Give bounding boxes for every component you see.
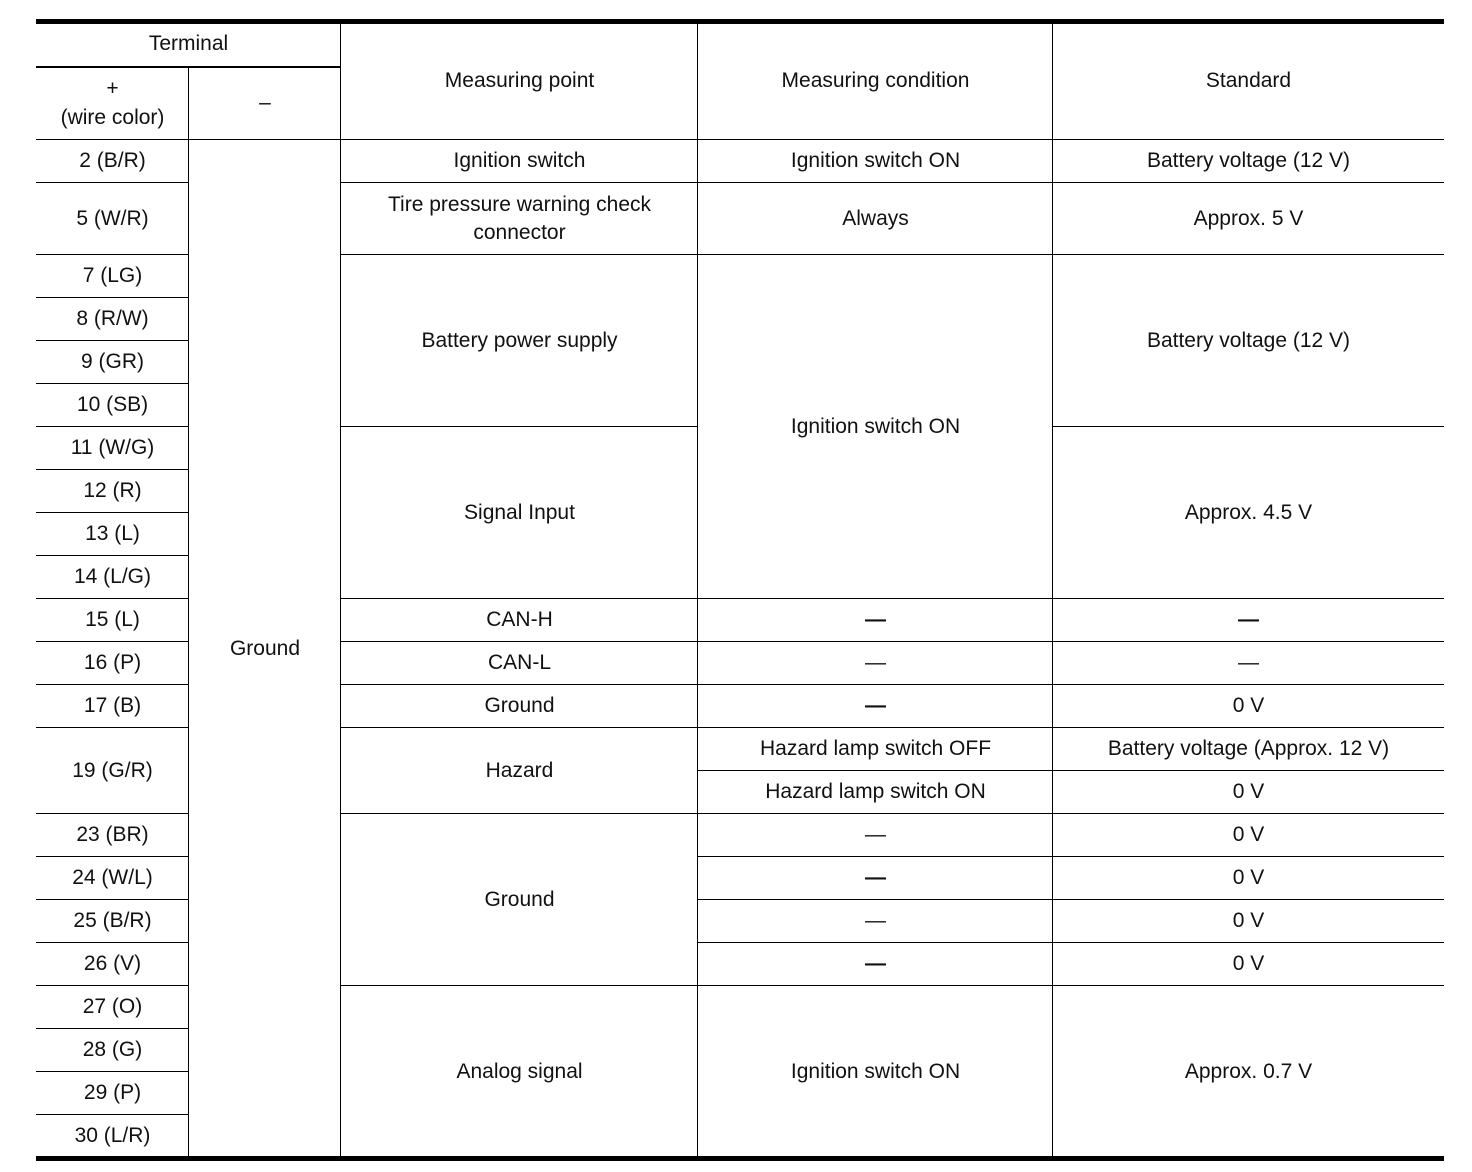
row-divider — [341, 684, 698, 685]
row-divider — [36, 899, 189, 900]
condition-cell: Hazard lamp switch OFF — [759, 737, 992, 761]
condition-cell: — — [865, 866, 886, 890]
row-divider — [36, 641, 189, 642]
row-divider — [36, 555, 189, 556]
standard-cell: 0 V — [1232, 823, 1265, 847]
row-divider — [698, 985, 1053, 986]
condition-cell: Hazard lamp switch ON — [765, 780, 986, 804]
row-divider — [1053, 598, 1444, 599]
condition-cell: — — [865, 608, 886, 632]
row-divider — [36, 254, 189, 255]
row-divider — [36, 598, 189, 599]
terminal-plus-cell: 12 (R) — [83, 479, 142, 503]
row-divider — [698, 942, 1053, 943]
row-divider — [698, 182, 1053, 183]
row-divider — [36, 727, 189, 728]
terminal-plus-cell: 14 (L/G) — [73, 565, 152, 589]
standard-cell: Battery voltage (12 V) — [1146, 328, 1351, 352]
condition-cell: Ignition switch ON — [790, 149, 961, 173]
row-divider — [1053, 856, 1444, 857]
terminal-plus-cell: 10 (SB) — [76, 393, 149, 417]
terminal-plus-cell: 23 (BR) — [76, 823, 149, 847]
row-divider — [698, 598, 1053, 599]
terminal-plus-cell: 9 (GR) — [81, 350, 144, 374]
header-standard: Standard — [1205, 68, 1292, 92]
measuring-point-cell: Ground — [484, 694, 555, 718]
measuring-point-cell: Ignition switch — [453, 149, 586, 173]
terminal-plus-cell: 7 (LG) — [82, 264, 143, 288]
standard-cell: Battery voltage (Approx. 12 V) — [1107, 737, 1390, 761]
row-divider — [341, 813, 698, 814]
measuring-point-cell: Tire pressure warning check connector — [388, 192, 651, 244]
condition-cell: Ignition switch ON — [790, 1059, 961, 1083]
row-divider — [341, 727, 698, 728]
standard-cell: 0 V — [1232, 909, 1265, 933]
condition-cell: Always — [842, 206, 909, 230]
row-divider — [1053, 684, 1444, 685]
row-divider — [36, 942, 189, 943]
header-plus-wire-color: + (wire color) — [60, 77, 165, 129]
row-divider — [698, 813, 1053, 814]
standard-cell: 0 V — [1232, 866, 1265, 890]
column-divider — [188, 67, 189, 1157]
terminal-measurement-table — [36, 22, 1444, 1162]
terminal-plus-cell: 5 (W/R) — [76, 206, 149, 230]
header-measuring-condition: Measuring condition — [781, 68, 970, 92]
row-divider — [36, 139, 1444, 140]
row-divider — [36, 1114, 189, 1115]
row-divider — [341, 598, 698, 599]
row-divider — [698, 899, 1053, 900]
header-measuring-point: Measuring point — [444, 68, 595, 92]
row-divider — [341, 182, 698, 183]
row-divider — [698, 770, 1053, 771]
row-divider — [36, 813, 189, 814]
standard-cell: — — [1238, 608, 1259, 632]
row-divider — [1053, 813, 1444, 814]
row-divider — [341, 985, 698, 986]
terminal-plus-cell: 8 (R/W) — [76, 307, 149, 331]
header-minus: – — [259, 91, 271, 115]
row-divider — [1053, 770, 1444, 771]
standard-cell: Approx. 4.5 V — [1184, 500, 1313, 524]
terminal-plus-cell: 30 (L/R) — [74, 1124, 151, 1148]
row-divider — [341, 641, 698, 642]
row-divider — [1053, 899, 1444, 900]
table-bottom-border — [36, 1156, 1444, 1161]
row-divider — [36, 426, 189, 427]
row-divider — [341, 426, 698, 427]
row-divider — [36, 1028, 189, 1029]
row-divider — [36, 297, 189, 298]
table-top-border — [36, 19, 1444, 24]
row-divider — [1053, 426, 1444, 427]
standard-cell: Approx. 0.7 V — [1184, 1059, 1313, 1083]
terminal-plus-cell: 19 (G/R) — [72, 758, 153, 782]
row-divider — [36, 985, 189, 986]
measuring-point-cell: Signal Input — [464, 500, 575, 524]
header-terminal: Terminal — [148, 32, 229, 56]
row-divider — [1053, 182, 1444, 183]
row-divider — [341, 254, 698, 255]
terminal-plus-cell: 11 (W/G) — [70, 436, 155, 460]
row-divider — [1053, 254, 1444, 255]
condition-cell: — — [865, 823, 886, 847]
row-divider — [36, 469, 189, 470]
terminal-minus-ground: Ground — [229, 636, 301, 660]
terminal-plus-cell: 27 (O) — [82, 995, 143, 1019]
terminal-plus-cell: 16 (P) — [83, 651, 142, 675]
standard-cell: Battery voltage (12 V) — [1146, 149, 1351, 173]
row-divider — [36, 1071, 189, 1072]
measuring-point-cell: Battery power supply — [421, 328, 618, 352]
measuring-point-cell: Ground — [484, 887, 555, 911]
column-divider — [1052, 22, 1053, 1157]
condition-cell: Ignition switch ON — [790, 414, 961, 438]
row-divider — [1053, 727, 1444, 728]
standard-cell: — — [1238, 651, 1259, 675]
row-divider — [1053, 985, 1444, 986]
terminal-plus-cell: 17 (B) — [83, 694, 142, 718]
terminal-plus-cell: 29 (P) — [83, 1081, 142, 1105]
row-divider — [36, 182, 189, 183]
terminal-plus-cell: 25 (B/R) — [73, 909, 152, 933]
condition-cell: — — [865, 952, 886, 976]
row-divider — [698, 856, 1053, 857]
row-divider — [36, 383, 189, 384]
condition-cell: — — [865, 909, 886, 933]
row-divider — [36, 512, 189, 513]
measuring-point-cell: Hazard — [485, 758, 554, 782]
row-divider — [698, 254, 1053, 255]
row-divider — [36, 856, 189, 857]
measuring-point-cell: CAN-H — [486, 608, 553, 632]
standard-cell: Approx. 5 V — [1193, 206, 1304, 230]
measuring-point-cell: CAN-L — [487, 651, 551, 675]
row-divider — [698, 641, 1053, 642]
terminal-plus-cell: 15 (L) — [85, 608, 140, 632]
column-divider — [340, 22, 341, 1157]
row-divider — [698, 727, 1053, 728]
standard-cell: 0 V — [1232, 780, 1265, 804]
row-divider — [36, 684, 189, 685]
row-divider — [36, 340, 189, 341]
terminal-plus-cell: 28 (G) — [82, 1038, 143, 1062]
standard-cell: 0 V — [1232, 952, 1265, 976]
row-divider — [1053, 641, 1444, 642]
row-divider — [1053, 942, 1444, 943]
standard-cell: 0 V — [1232, 694, 1265, 718]
condition-cell: — — [865, 651, 886, 675]
terminal-plus-cell: 26 (V) — [83, 952, 142, 976]
condition-cell: — — [865, 694, 886, 718]
column-divider — [697, 22, 698, 1157]
measuring-point-cell: Analog signal — [456, 1059, 583, 1083]
terminal-plus-cell: 13 (L) — [85, 522, 140, 546]
row-divider — [698, 684, 1053, 685]
terminal-plus-cell: 2 (B/R) — [79, 149, 146, 173]
terminal-plus-cell: 24 (W/L) — [72, 866, 153, 890]
